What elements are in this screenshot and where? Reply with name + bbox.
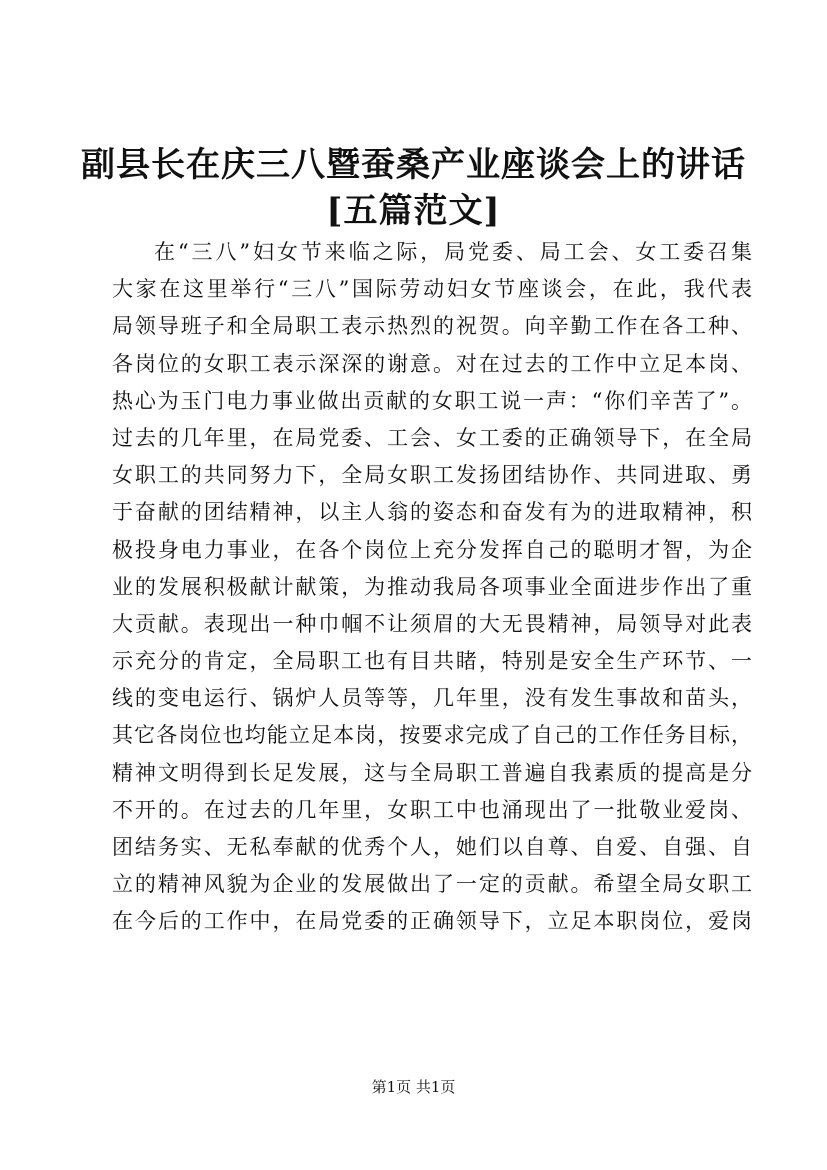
text-line: 在今后的工作中，在局党委的正确领导下，立足本职岗位，爱岗	[112, 909, 752, 934]
text-line: 大家在这里举行“三八”国际劳动妇女节座谈会，在此，我代表	[112, 277, 752, 302]
text-line: 业的发展积极献计献策，为推动我局各项事业全面进步作出了重	[112, 574, 752, 599]
text-line: 过去的几年里，在局党委、工会、女工委的正确领导下，在全局	[112, 425, 752, 450]
text-line: 热心为玉门电力事业做出贡献的女职工说一声：“你们辛苦了”。	[112, 388, 752, 413]
text-line: 极投身电力事业，在各个岗位上充分发挥自己的聪明才智，为企	[112, 537, 752, 562]
text-line: 示充分的肯定，全局职工也有目共睹，特别是安全生产环节、一	[112, 649, 752, 674]
text-line: 精神文明得到长足发展，这与全局职工普遍自我素质的提高是分	[112, 760, 752, 785]
text-line: 线的变电运行、锅炉人员等等，几年里，没有发生事故和苗头，	[112, 686, 752, 711]
document-title	[0, 142, 827, 234]
text-line: 大贡献。表现出一种巾帼不让须眉的大无畏精神，局领导对此表	[112, 611, 752, 636]
text-line: 在“三八”妇女节来临之际，局党委、局工会、女工委召集	[154, 240, 752, 264]
text-line: 女职工的共同努力下，全局女职工发扬团结协作、共同进取、勇	[112, 463, 752, 488]
text-line: 不开的。在过去的几年里，女职工中也涌现出了一批敬业爱岗、	[112, 797, 752, 822]
text-line: 于奋献的团结精神，以主人翁的姿态和奋发有为的进取精神，积	[112, 500, 752, 525]
title-line-2: [五篇范文]	[326, 191, 501, 231]
body-paragraph	[112, 234, 752, 941]
text-line: 团结务实、无私奉献的优秀个人，她们以自尊、自爱、自强、自	[112, 835, 752, 859]
text-line: 各岗位的女职工表示深深的谢意。对在过去的工作中立足本岗、	[112, 351, 752, 376]
text-line: 其它各岗位也均能立足本岗，按要求完成了自己的工作任务目标，	[112, 723, 752, 748]
title-line-1: 副县长在庆三八暨蚕桑产业座谈会上的讲话	[81, 145, 746, 185]
text-line: 局领导班子和全局职工表示热烈的祝贺。向辛勤工作在各工种、	[112, 314, 752, 339]
page-footer: 第1页 共1页	[371, 1078, 456, 1096]
text-line: 立的精神风貌为企业的发展做出了一定的贡献。希望全局女职工	[112, 872, 752, 897]
